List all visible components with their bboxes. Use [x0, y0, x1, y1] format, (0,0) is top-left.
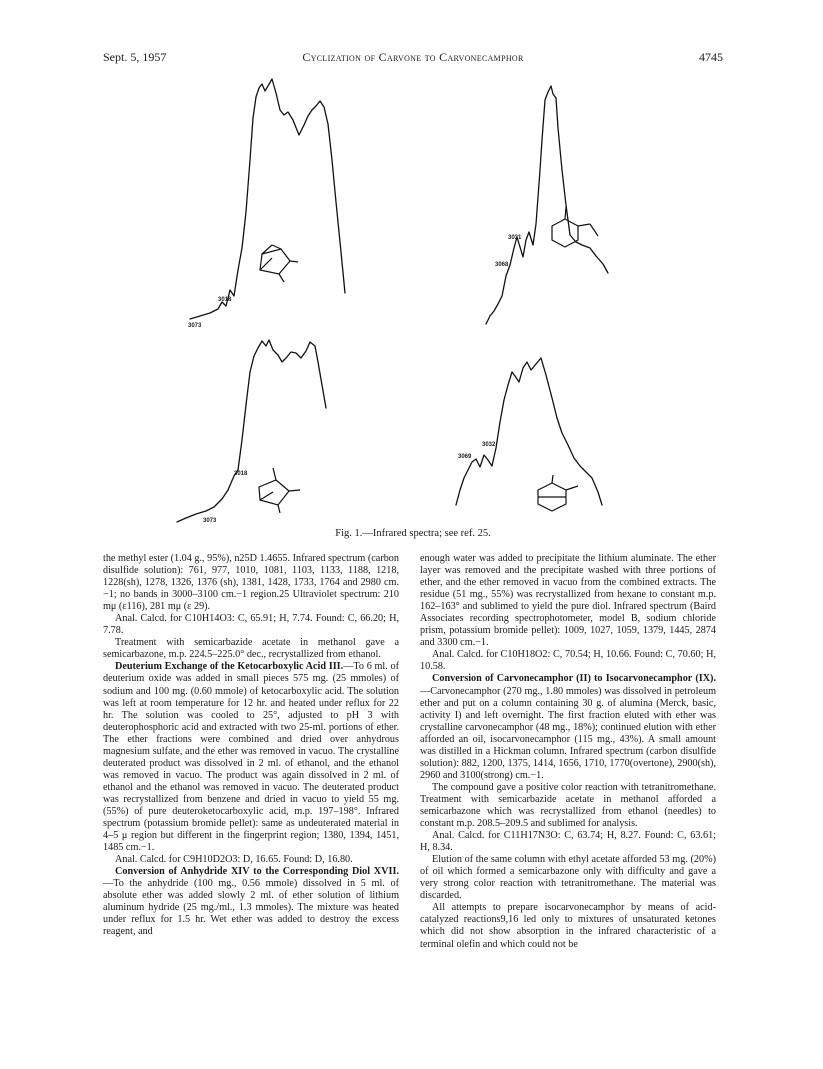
section-heading: Conversion of Carvonecamphor (II) to Isocarvonecamphor (IX).: [432, 673, 716, 685]
right-column: [420, 553, 716, 951]
section-heading: Conversion of Anhydride XIV to the Corresponding Diol XVII.: [115, 866, 399, 878]
paragraph: Treatment with semicarbazide acetate in methanol gave a semicarbazone, m.p. 224.5–225.0° dec., recrystallized from ethanol.: [103, 637, 399, 661]
spectrum-labels: [188, 235, 522, 524]
header-date: Sept. 5, 1957: [103, 50, 167, 64]
spectrum-2-trace: [486, 86, 608, 324]
paragraph: Anal. Calcd. for C9H10D2O3: D, 16.65. Found: D, 16.80.: [115, 854, 353, 866]
spectrum-3-trace: [177, 340, 326, 522]
structure-2-icon: [552, 207, 598, 247]
left-column: [103, 553, 399, 939]
spectrum-2-label-b: 3068: [495, 262, 509, 268]
spectrum-2-label-a: 3031: [508, 235, 522, 241]
paragraph: All attempts to prepare isocarvonecamphor by means of acid-catalyzed reactions9,16 led only to mixtures of unsaturated ketones which did not show absorption in the infrared characteristic of a terminal olefin and which could not be: [420, 902, 716, 950]
structure-4-icon: [538, 475, 578, 511]
paragraph-body: —Carvonecamphor (270 mg., 1.80 mmoles) was dissolved in petroleum ether and put on a column containing 30 g. of alumina (Merck, basic, activity I) and left overnight. The first fraction eluted with ether was crystalline carvonecamphor (48 mg., 18%); continued elution with ether afforded an oil, isocarvonecamphor (115 mg., 43%). A small amount was distilled in a Hickman column. Infrared spectrum (carbon disulfide solution): 882, 1200, 1375, 1414, 1656, 1710, 1770(overtone), 2900(sh), 2960 and 3100(strong) cm.−1.: [420, 685, 716, 781]
paragraph: Anal. Calcd. for C11H17N3O: C, 63.74; H, 8.27. Found: C, 63.61; H, 8.34.: [420, 830, 716, 854]
paragraph: enough water was added to precipitate the lithium aluminate. The ether layer was removed and the precipitate washed with three portions of ether, and the ether removed in vacuo from the combined extracts. The residue (51 mg., 55%) was recrystallized from hexane to constant m.p. 162–163° and sublimed to yield the pure diol. Infrared spectrum (Baird Associates recording spectrophotometer, model B, sodium chloride prism, potassium bromide pellet): 1009, 1027, 1059, 1379, 1445, 2874 and 3300 cm.−1.: [420, 553, 716, 649]
paragraph: Anal. Calcd. for C10H14O3: C, 65.91; H, 7.74. Found: C, 66.20; H, 7.78.: [103, 613, 399, 637]
paragraph-body: —To the anhydride (100 mg., 0.56 mmole) dissolved in 5 ml. of absolute ether was added slowly 2 ml. of ether solution of lithium aluminum hydride (25 mg./ml., 1.3 mmoles). The mixture was heated under reflux for 1.5 hr. Wet ether was added to destroy the excess reagent, and: [103, 878, 399, 938]
spectrum-3-label-a: 3018: [234, 471, 248, 477]
spectrum-1-label-a: 3018: [218, 297, 232, 303]
paragraph: [420, 673, 716, 781]
caption-label: Fig. 1.: [335, 528, 363, 539]
section-heading: Deuterium Exchange of the Ketocarboxylic Acid III.: [115, 661, 344, 673]
paragraph: the methyl ester (1.04 g., 95%), n25D 1.4655. Infrared spectrum (carbon disulfide solution): 761, 977, 1010, 1081, 1103, 1133, 1188, 1218, 1228(sh), 1278, 1326, 1376 (sh), 1381, 1428, 1733, 1764 and 2980 cm.−1; no bands in 3000–3100 cm.−1 region.25 Ultraviolet spectrum: 210 mμ (ε116), 281 mμ (ε 29).: [103, 553, 399, 613]
paragraph-body: —To 6 ml. of deuterium oxide was added in small pieces 575 mg. (25 mmoles) of sodium and 100 mg. (0.60 mmole) of ketocarboxylic acid. The solution was left at room temperature for 12 hr. and heated under reflux for 22 hr. The solution was cooled to 25°, adjusted to pH 3 with deuterophosphoric acid and extracted with two 25-ml. portions of ether. The ether fractions were combined and dried over anhydrous magnesium sulfate, and the ether was removed in vacuo. The crystalline deuterated product was dissolved in 2 ml. of ethanol, and the ethanol was removed in vacuo. The product was again dissolved in 2 ml. of ethanol and the ethanol was removed in vacuo. The deuterated product was recrystallized from benzene and dried in vacuo to yield 55 mg. (55%) of pure deuteroketocarboxylic acid, m.p. 197–198°. Infrared spectrum (potassium bromide pellet): same as undeuterated material in 4–5 μ region but different in the fingerprint region; 1380, 1394, 1451, 1485 cm.−1.: [103, 661, 399, 854]
spectrum-4-trace: [456, 358, 602, 505]
header-page-number: 4745: [699, 50, 723, 64]
structure-3-icon: [259, 468, 300, 513]
spectrum-3-label-b: 3073: [203, 518, 217, 524]
spectrum-4-label-a: 3032: [482, 442, 496, 448]
structure-1-icon: [260, 245, 298, 282]
spectrum-1-label-b: 3073: [188, 323, 202, 329]
paragraph: The compound gave a positive color reaction with tetranitromethane. Treatment with semicarbazide acetate in methanol afforded a semicarbazone which was recrystallized from ethanol (needles) to constant m.p. 208.5–209.5 and sublimed for analysis.: [420, 781, 716, 830]
spectrum-4-label-b: 3069: [458, 454, 472, 460]
spectrum-1-trace: [190, 79, 345, 319]
paragraph: [103, 661, 399, 854]
paragraph: Anal. Calcd. for C10H18O2: C, 70.54; H, 10.66. Found: C, 70.60; H, 10.58.: [420, 649, 716, 673]
header-title: Cyclization of Carvone to Carvonecamphor: [302, 50, 524, 64]
paragraph: [103, 866, 399, 938]
figure-caption: [103, 528, 723, 539]
paragraph: Elution of the same column with ethyl acetate afforded 53 mg. (20%) of oil which formed a semicarbazone only with difficulty and gave a very strong color reaction with tetranitromethane. The material was discarded.: [420, 854, 716, 902]
caption-text: —Infrared spectra; see ref. 25.: [362, 528, 491, 539]
